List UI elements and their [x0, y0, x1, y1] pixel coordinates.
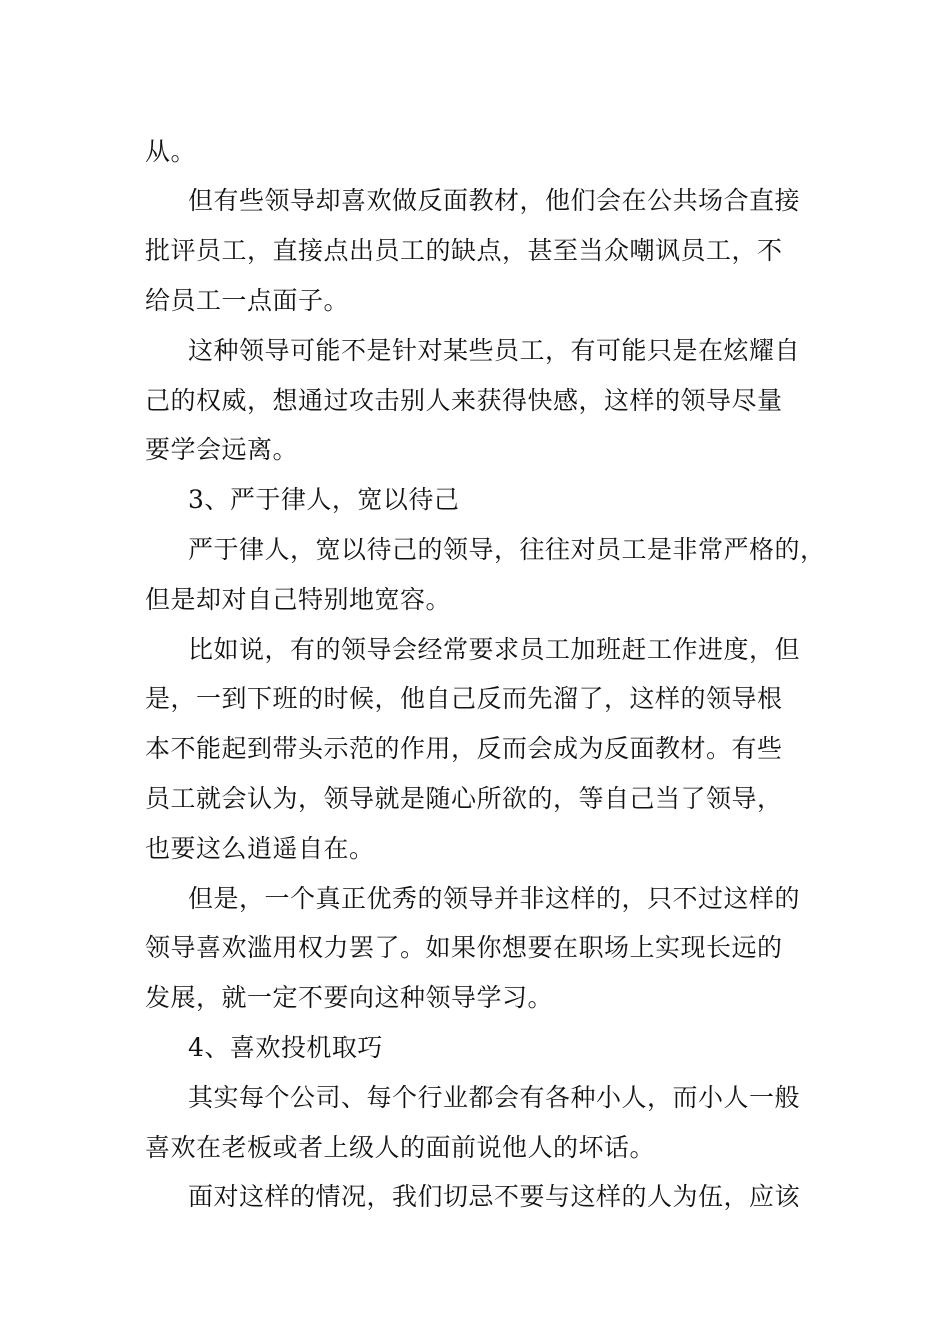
text-line: 比如说，有的领导会经常要求员工加班赶工作进度，但	[188, 635, 801, 664]
text-line: 但是却对自己特别地宽容。	[145, 585, 452, 614]
text-line: 是，一到下班的时候，他自己反而先溜了，这样的领导根	[145, 684, 783, 713]
text-line: 面对这样的情况，我们切忌不要与这样的人为伍，应该	[188, 1182, 801, 1211]
text-line: 其实每个公司、每个行业都会有各种小人，而小人一般	[188, 1083, 801, 1112]
text-line: 本不能起到带头示范的作用，反而会成为反面教材。有些	[145, 734, 783, 763]
text-line: 从。	[145, 137, 197, 166]
text-line: 给员工一点面子。	[145, 286, 350, 315]
text-line: 己的权威，想通过攻击别人来获得快感，这样的领导尽量	[145, 386, 783, 415]
text-line: 严于律人，宽以待己的领导，往往对员工是非常严格的，	[188, 535, 826, 564]
section-heading: 4、喜欢投机取巧	[188, 1033, 383, 1062]
text-line: 这种领导可能不是针对某些员工，有可能只是在炫耀自	[188, 336, 801, 365]
text-line: 发展，就一定不要向这种领导学习。	[145, 983, 554, 1012]
text-line: 但是，一个真正优秀的领导并非这样的，只不过这样的	[188, 884, 801, 913]
text-line: 要学会远离。	[145, 435, 299, 464]
text-line: 领导喜欢滥用权力罢了。如果你想要在职场上实现长远的	[145, 933, 783, 962]
text-line: 批评员工，直接点出员工的缺点，甚至当众嘲讽员工，不	[145, 236, 783, 265]
section-heading: 3、严于律人，宽以待己	[188, 485, 460, 514]
text-line: 喜欢在老板或者上级人的面前说他人的坏话。	[145, 1133, 656, 1162]
text-line: 但有些领导却喜欢做反面教材，他们会在公共场合直接	[188, 186, 801, 215]
text-line: 也要这么逍遥自在。	[145, 834, 375, 863]
text-line: 员工就会认为，领导就是随心所欲的，等自己当了领导，	[145, 784, 783, 813]
